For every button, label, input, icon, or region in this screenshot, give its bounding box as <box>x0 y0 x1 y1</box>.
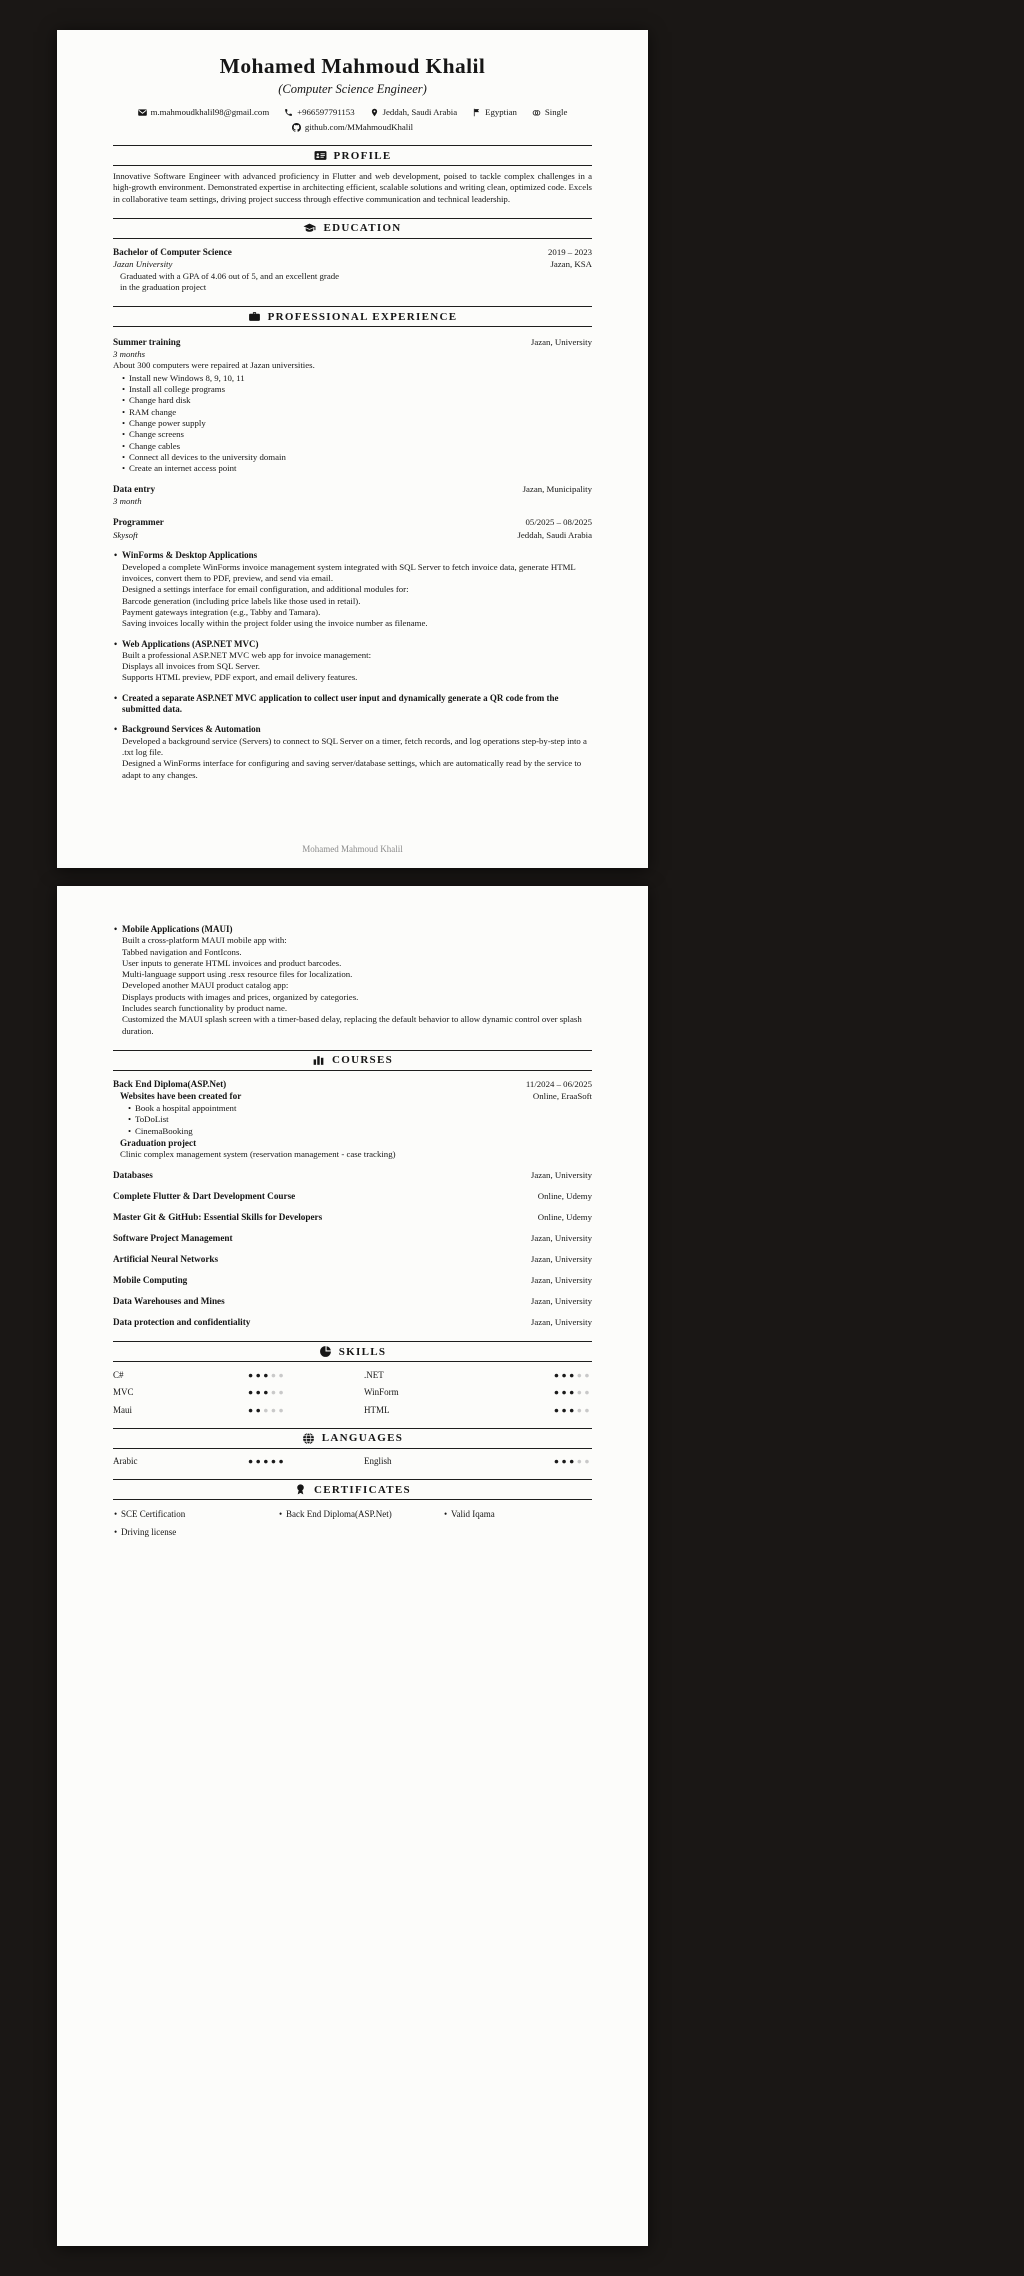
skill-dots-filled: ●●● <box>553 1369 577 1380</box>
experience-detail-group <box>113 724 592 780</box>
contact-github[interactable] <box>292 122 413 132</box>
graduation-project-desc: Clinic complex management system (reservation management - case tracking) <box>120 1148 396 1159</box>
course-row-provider: Online, Udemy <box>537 1211 592 1222</box>
section-header-education <box>113 218 592 239</box>
education-entry <box>113 246 592 294</box>
certificate-item: • Valid Iqama <box>443 1509 592 1519</box>
section-title-experience: PROFESSIONAL EXPERIENCE <box>267 310 458 323</box>
course-row-provider: Jazan, University <box>530 1316 592 1327</box>
course-name: Back End Diploma(ASP.Net) <box>113 1078 227 1089</box>
group-line: Developed a background service (Servers) to connect to SQL Server on a timer, fetch records, and log operations step-by-step into a .txt log file. <box>122 735 587 757</box>
skill-dots-filled: ●● <box>248 1404 264 1415</box>
experience-entry <box>113 516 592 780</box>
job-location: Jeddah, Saudi Arabia <box>517 529 592 540</box>
job-bullet: • Change hard disk <box>121 395 592 406</box>
job-right-meta: Jazan, Municipality <box>522 484 592 495</box>
email-icon <box>138 108 147 117</box>
group-heading: • Created a separate ASP.NET MVC application to collect user input and dynamically generate a QR code from the submitted data. <box>122 693 592 716</box>
group-heading: • Mobile Applications (MAUI) <box>122 924 592 935</box>
experience-entry <box>113 336 592 474</box>
course-row-name: Artificial Neural Networks <box>113 1253 219 1264</box>
certificate-item: • Driving license <box>113 1527 278 1537</box>
contact-email-label: m.mahmoudkhalil98@gmail.com <box>150 107 270 117</box>
language-rating-right <box>503 1456 592 1466</box>
course-row-name: Data Warehouses and Mines <box>113 1295 225 1306</box>
location-pin-icon <box>370 108 379 117</box>
certificate-item: • Back End Diploma(ASP.Net) <box>278 1509 443 1519</box>
course-bullet: • Book a hospital appointment <box>127 1103 592 1114</box>
group-line: Designed a settings interface for email configuration, and additional modules for: <box>122 584 409 595</box>
section-title-courses: COURSES <box>331 1054 394 1067</box>
education-dates: 2019 – 2023 <box>548 246 592 257</box>
skill-rating-right <box>503 1370 592 1380</box>
job-bullet: • Connect all devices to the university domain <box>121 452 592 463</box>
language-dots-empty: ●● <box>576 1456 592 1467</box>
course-row <box>113 1274 592 1287</box>
group-line: Multi-language support using .resx resource files for localization. <box>122 969 353 980</box>
contact-row-1 <box>113 107 592 117</box>
group-line: Developed a complete WinForms invoice management system integrated with SQL Server to fetch invoice data, generate HTML invoices, convert them to PDF, preview, and send via email. <box>122 561 576 584</box>
group-line: Displays all invoices from SQL Server. <box>122 661 260 672</box>
contact-email[interactable] <box>138 107 270 117</box>
course-row-name: Master Git & GitHub: Essential Skills for Developers <box>113 1211 323 1222</box>
github-icon <box>292 123 301 132</box>
course-provider: Online, EraaSoft <box>532 1091 592 1102</box>
language-name-right: English <box>364 1456 392 1467</box>
course-featured <box>113 1078 592 1160</box>
group-line: Saving invoices locally within the project folder using the invoice number as filename. <box>122 618 428 629</box>
section-title-education: EDUCATION <box>323 222 402 235</box>
course-row-provider: Jazan, University <box>530 1274 592 1285</box>
job-bullet: • Change screens <box>121 429 592 440</box>
marital-status-rings-icon <box>532 108 541 117</box>
language-dots-filled: ●●●●● <box>248 1456 287 1467</box>
job-bullet: • RAM change <box>121 407 592 418</box>
course-bullet: • CinemaBooking <box>127 1126 592 1137</box>
group-heading: • Background Services & Automation <box>122 724 592 735</box>
degree-title: Bachelor of Computer Science <box>113 246 232 257</box>
certificate-item: • SCE Certification <box>113 1509 278 1519</box>
skill-name-left: MVC <box>113 1387 134 1398</box>
profile-summary: Innovative Software Engineer with advanced proficiency in Flutter and web development, poised to tackle complex challenges in a high-growth environment. Demonstrated expertise in architecting efficient, scalable solutions and writing clean, optimized code. Excels in collaborative team settings, driving project success through effective communication and technical leadership. <box>113 171 592 204</box>
language-row <box>113 1456 592 1466</box>
skill-dots-filled: ●●● <box>553 1387 577 1398</box>
education-detail-line: in the graduation project <box>120 282 207 293</box>
bar-chart-icon <box>312 1054 325 1067</box>
id-card-icon <box>314 149 327 162</box>
course-row-provider: Jazan, University <box>530 1295 592 1306</box>
certificate-ribbon-icon <box>294 1483 307 1496</box>
candidate-tagline: (Computer Science Engineer) <box>278 82 427 96</box>
section-header-profile <box>113 145 592 166</box>
skill-dots-empty: ●●● <box>263 1404 287 1415</box>
job-subtitle: 3 month <box>113 495 142 506</box>
group-line: Built a professional ASP.NET MVC web app for invoice management: <box>122 649 372 660</box>
job-bullet: • Create an internet access point <box>121 463 592 474</box>
course-row-provider: Jazan, University <box>530 1253 592 1264</box>
section-header-experience <box>113 306 592 327</box>
flag-icon <box>472 108 481 117</box>
job-title: Data entry <box>113 484 156 495</box>
contact-marital-status <box>532 107 567 117</box>
skill-name-left: C# <box>113 1369 124 1380</box>
course-row <box>113 1253 592 1266</box>
certificate-list <box>113 1509 592 1537</box>
skill-rating-right <box>503 1387 592 1397</box>
course-bullet-list <box>127 1103 592 1137</box>
group-line: Designed a WinForms interface for configuring and saving server/database settings, which are automatically read by the service to adapt to any changes. <box>122 758 582 780</box>
skill-row <box>113 1370 592 1380</box>
skill-name-right: WinForm <box>364 1387 399 1398</box>
skill-rating-right <box>503 1405 592 1415</box>
job-bullet: • Install all college programs <box>121 384 592 395</box>
job-bullet-list <box>113 373 592 475</box>
contact-phone <box>284 107 354 117</box>
briefcase-icon <box>248 310 261 323</box>
job-right-meta: 05/2025 – 08/2025 <box>525 517 592 528</box>
section-header-courses <box>113 1050 592 1071</box>
group-heading: • WinForms & Desktop Applications <box>122 550 592 561</box>
skill-name-right: .NET <box>364 1369 384 1380</box>
school-name: Jazan University <box>113 259 173 270</box>
resume-page-1 <box>57 30 648 868</box>
group-line: Includes search functionality by product name. <box>122 1003 288 1014</box>
contact-nationality <box>472 107 517 117</box>
skill-dots-empty: ●● <box>576 1404 592 1415</box>
job-subtitle: 3 months <box>113 348 146 359</box>
language-rating-left <box>248 1456 364 1466</box>
education-detail-line: Graduated with a GPA of 4.06 out of 5, and an excellent grade <box>120 270 340 281</box>
course-dates: 11/2024 – 06/2025 <box>525 1078 592 1089</box>
job-right-meta: Jazan, University <box>530 337 592 348</box>
course-row-name: Databases <box>113 1169 153 1180</box>
skill-name-left: Maui <box>113 1404 132 1415</box>
graduation-project-label: Graduation project <box>120 1137 197 1148</box>
course-row-provider: Jazan, University <box>530 1232 592 1243</box>
skill-rating-left <box>248 1405 364 1415</box>
course-row <box>113 1316 592 1329</box>
skill-dots-filled: ●●● <box>553 1404 577 1415</box>
contact-location <box>370 107 458 117</box>
graduation-cap-icon <box>303 222 316 235</box>
group-line: Supports HTML preview, PDF export, and email delivery features. <box>122 672 358 683</box>
skill-row <box>113 1387 592 1397</box>
skill-dots-filled: ●●● <box>248 1387 271 1398</box>
contact-row-2 <box>113 122 592 132</box>
course-row-name: Mobile Computing <box>113 1274 188 1285</box>
section-title-certificates: CERTIFICATES <box>314 1483 411 1496</box>
course-row-provider: Online, Udemy <box>537 1190 592 1201</box>
group-line: Payment gateways integration (e.g., Tabby and Tamara). <box>122 606 321 617</box>
job-title: Programmer <box>113 517 164 528</box>
contact-nationality-label: Egyptian <box>485 107 517 117</box>
course-bullet: • ToDoList <box>127 1114 592 1125</box>
language-dots-filled: ●●● <box>553 1456 577 1467</box>
course-row <box>113 1169 592 1182</box>
contact-marital-status-label: Single <box>544 107 568 117</box>
job-bullet: • Change power supply <box>121 418 592 429</box>
job-title: Summer training <box>113 337 181 348</box>
skill-dots-filled: ●●● <box>248 1369 271 1380</box>
course-row-provider: Jazan, University <box>530 1169 592 1180</box>
skill-dots-empty: ●● <box>270 1369 287 1380</box>
course-row <box>113 1190 592 1203</box>
experience-detail-group <box>113 924 592 1037</box>
skill-dots-empty: ●● <box>576 1369 592 1380</box>
skill-row <box>113 1405 592 1415</box>
pie-chart-icon <box>319 1345 332 1358</box>
section-title-profile: PROFILE <box>333 149 392 162</box>
course-row <box>113 1295 592 1308</box>
course-row-name: Data protection and confidentiality <box>113 1316 251 1327</box>
course-row <box>113 1211 592 1224</box>
group-line: Built a cross-platform MAUI mobile app with: <box>122 935 287 946</box>
skill-rating-left <box>248 1387 364 1397</box>
experience-entry <box>113 483 592 507</box>
job-bullet: • Install new Windows 8, 9, 10, 11 <box>121 373 592 384</box>
globe-icon <box>302 1432 315 1445</box>
group-line: Displays products with images and prices, organized by categories. <box>122 991 359 1002</box>
contact-phone-label: +966597791153 <box>297 107 355 117</box>
course-row-name: Software Project Management <box>113 1232 233 1243</box>
course-subheading: Websites have been created for <box>120 1091 242 1102</box>
resume-page-2 <box>57 886 648 2246</box>
skill-dots-empty: ●● <box>576 1387 592 1398</box>
group-line: Tabbed navigation and FontIcons. <box>122 946 242 957</box>
skill-name-right: HTML <box>364 1404 390 1415</box>
phone-icon <box>284 108 293 117</box>
job-intro: About 300 computers were repaired at Jazan universities. <box>113 360 315 371</box>
group-line: Developed another MAUI product catalog app: <box>122 980 289 991</box>
section-title-skills: SKILLS <box>338 1345 387 1358</box>
section-header-languages <box>113 1428 592 1449</box>
course-row <box>113 1232 592 1245</box>
skill-dots-empty: ●● <box>270 1387 287 1398</box>
section-title-languages: LANGUAGES <box>321 1432 404 1445</box>
section-header-certificates <box>113 1479 592 1500</box>
experience-detail-group <box>113 693 592 716</box>
course-row-name: Complete Flutter & Dart Development Course <box>113 1190 296 1201</box>
group-line: Customized the MAUI splash screen with a timer-based delay, replacing the default behavior to allow dynamic control over splash duration. <box>122 1014 582 1036</box>
contact-location-label: Jeddah, Saudi Arabia <box>382 107 458 117</box>
group-heading: • Web Applications (ASP.NET MVC) <box>122 639 592 650</box>
skill-rating-left <box>248 1370 364 1380</box>
contact-github-label: github.com/MMahmoudKhalil <box>304 122 414 132</box>
experience-detail-group <box>113 639 592 684</box>
section-header-skills <box>113 1341 592 1362</box>
candidate-name: Mohamed Mahmoud Khalil <box>219 54 486 78</box>
education-location: Jazan, KSA <box>550 259 592 270</box>
group-line: User inputs to generate HTML invoices and product barcodes. <box>122 957 342 968</box>
language-name-left: Arabic <box>113 1456 138 1467</box>
experience-detail-group <box>113 550 592 629</box>
page-footer-name: Mohamed Mahmoud Khalil <box>302 844 403 854</box>
job-bullet: • Change cables <box>121 441 592 452</box>
group-line: Barcode generation (including price labels like those used in retail). <box>122 595 361 606</box>
job-subtitle: Skysoft <box>113 529 138 540</box>
